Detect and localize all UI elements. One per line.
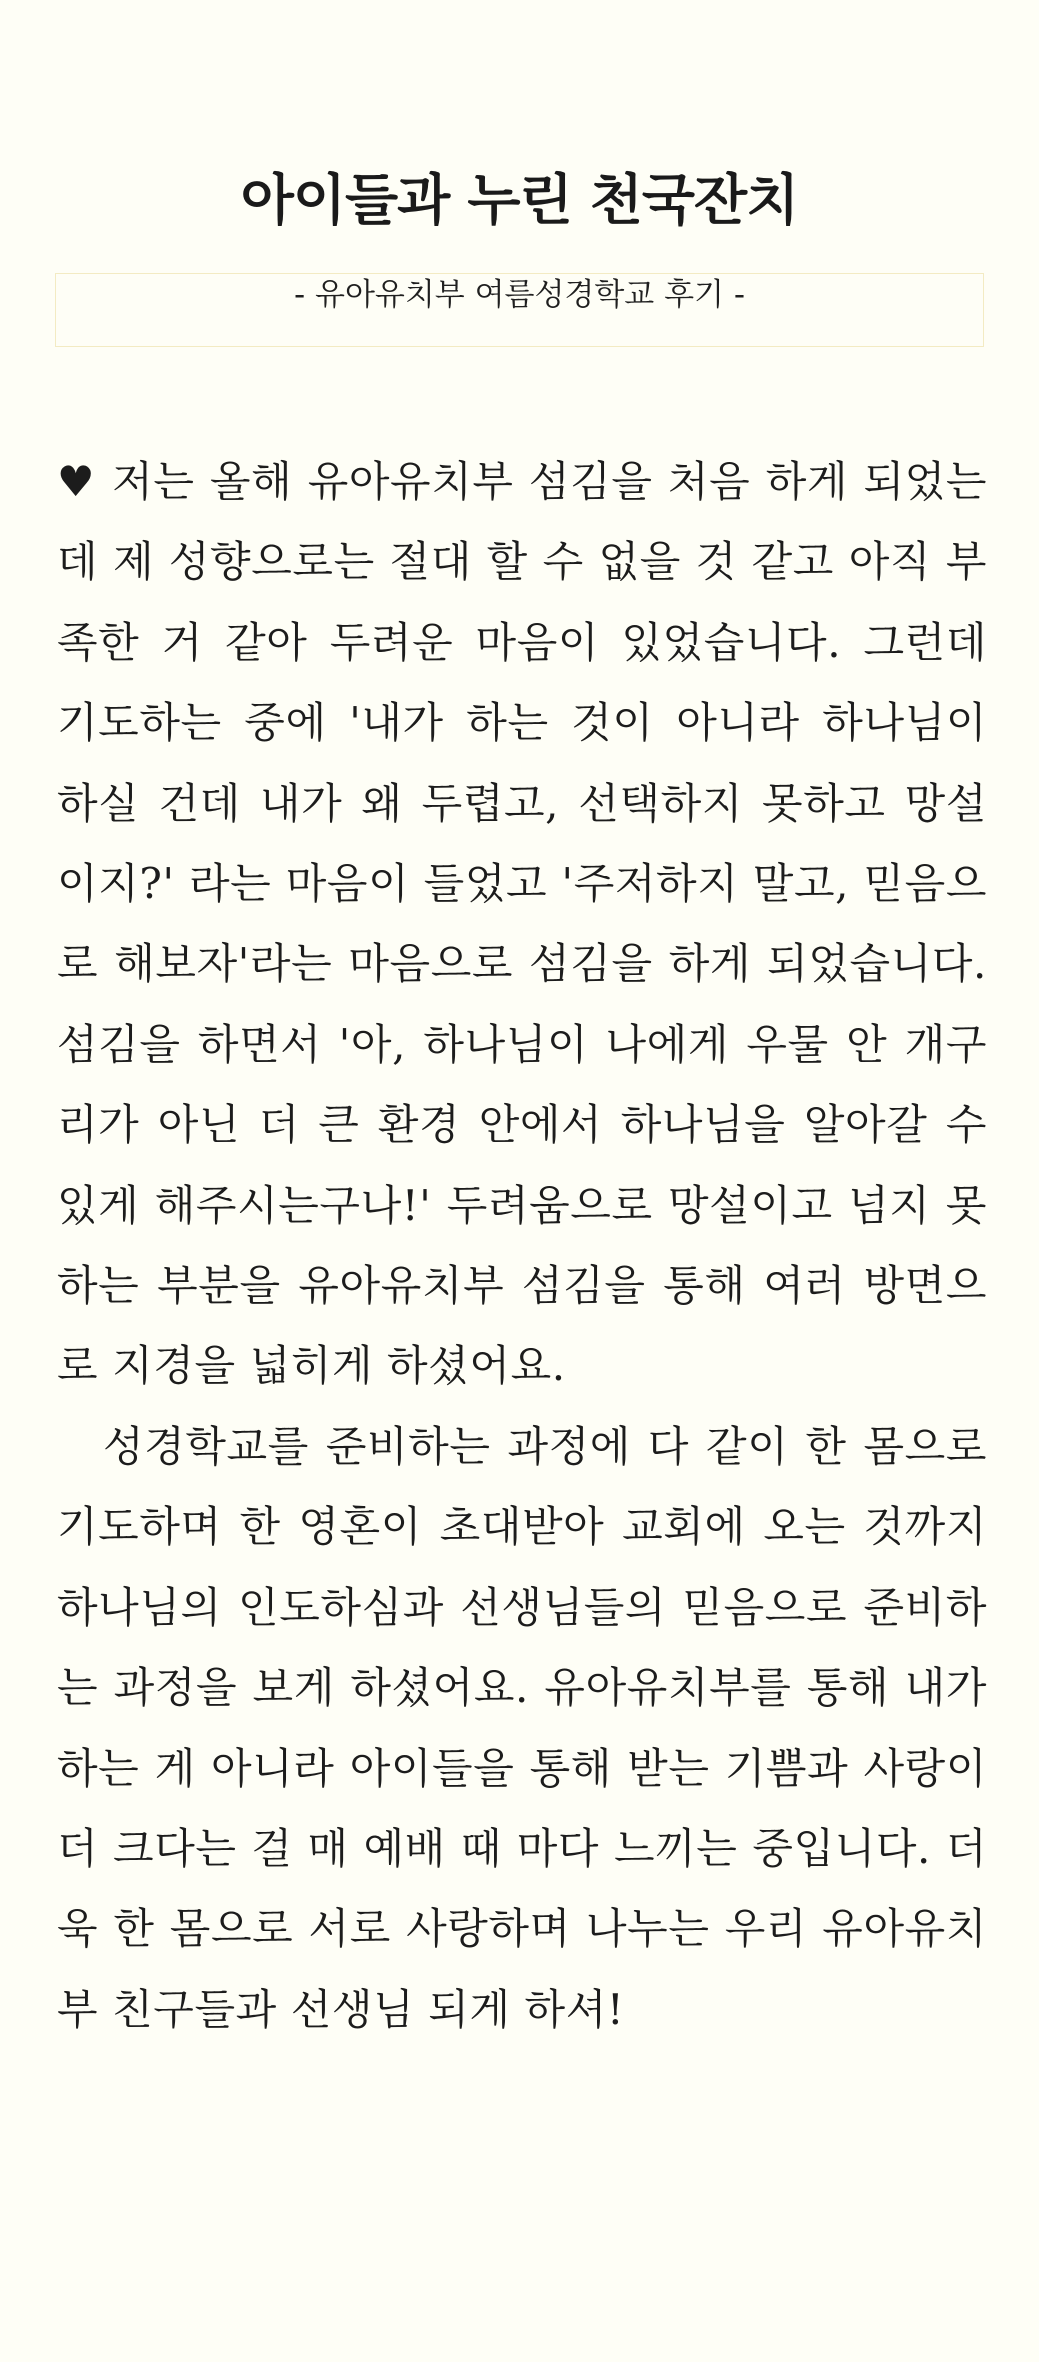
article-body <box>57 442 987 2050</box>
subtitle-box <box>55 273 984 347</box>
article-title: 아이들과 누린 천국잔치 <box>240 168 799 232</box>
article-subtitle: - 유아유치부 여름성경학교 후기 - <box>293 277 746 313</box>
body-paragraph-1: ♥ 저는 올해 유아유치부 섬김을 처음 하게 되었는데 제 성향으로는 절대 할 수 없을 것 같고 아직 부족한 거 같아 두려운 마음이 있었습니다. 그런데 기도하는 중에 '내가 하는 것이 아니라 하나님이 하실 건데 내가 왜 두렵고, 선택하지 못하고 망설이지?' 라는 마음이 들었고 '주저하지 말고, 믿음으로 해보자'라는 마음으로 섬김을 하게 되었습니다. 섬김을 하면서 '아, 하나님이 나에게 우물 안 개구리가 아닌 더 큰 환경 안에서 하나님을 알아갈 수 있게 해주시는구나!' 두려움으로 망설이고 넘지 못하는 부분을 유아유치부 섬김을 통해 여러 방면으로 지경을 넓히게 하셨어요. <box>57 457 987 1391</box>
body-paragraph-2: 성경학교를 준비하는 과정에 다 같이 한 몸으로 기도하며 한 영혼이 초대받아 교회에 오는 것까지 하나님의 인도하심과 선생님들의 믿음으로 준비하는 과정을 보게 하셨어요. 유아유치부를 통해 내가 하는 게 아니라 아이들을 통해 받는 기쁨과 사랑이 더 크다는 걸 매 예배 때 마다 느끼는 중입니다. 더욱 한 몸으로 서로 사랑하며 나누는 우리 유아유치부 친구들과 선생님 되게 하셔! <box>57 1421 987 2034</box>
